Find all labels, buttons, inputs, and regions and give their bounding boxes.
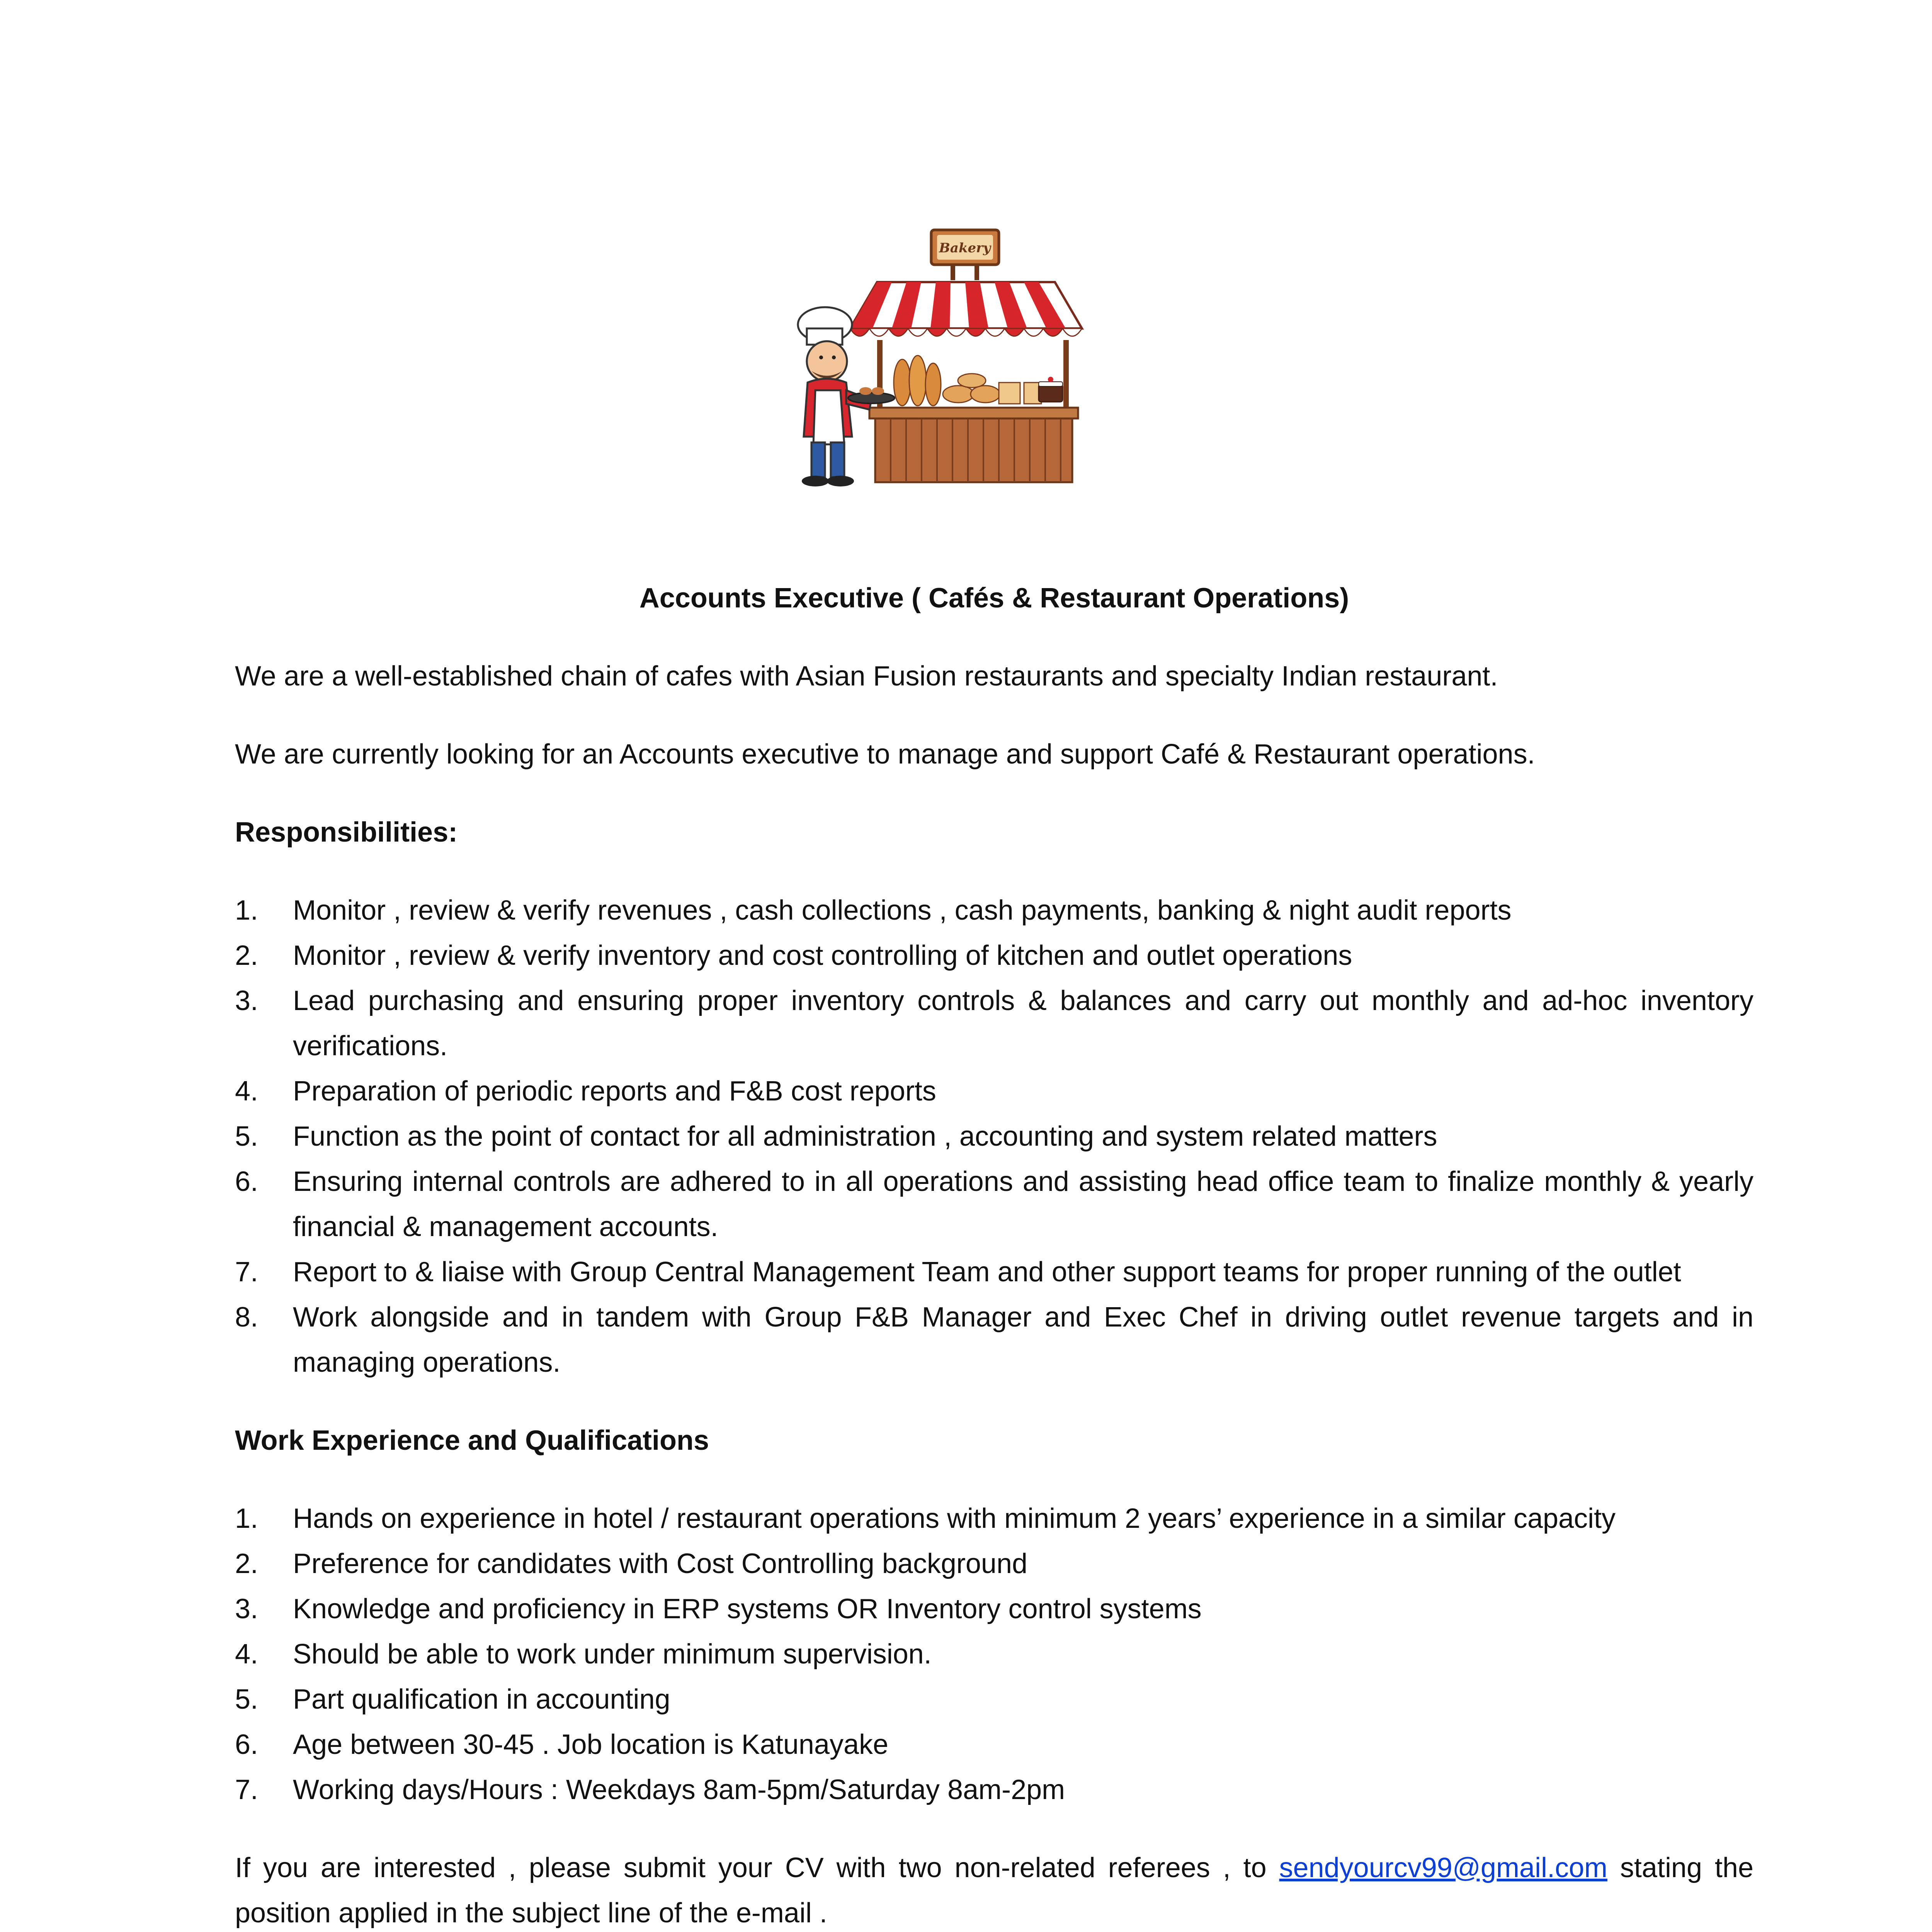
responsibilities-list bbox=[235, 888, 1753, 1385]
list-item-number: 8. bbox=[235, 1302, 259, 1333]
list-item-number: 5. bbox=[235, 1121, 259, 1152]
qualifications-heading: Work Experience and Qualifications bbox=[235, 1425, 709, 1456]
list-item-text: Function as the point of contact for all administration , accounting and system related matters bbox=[293, 1121, 1437, 1152]
list-item-number: 5. bbox=[235, 1684, 259, 1715]
list-item bbox=[235, 933, 1753, 978]
list-item-text: Preference for candidates with Cost Controlling background bbox=[293, 1548, 1028, 1579]
list-item bbox=[235, 1587, 1753, 1632]
list-item-number: 7. bbox=[235, 1774, 259, 1805]
intro-paragraph-2: We are currently looking for an Accounts executive to manage and support Café & Restaurant operations. bbox=[235, 739, 1535, 770]
list-item bbox=[235, 1069, 1753, 1114]
bakery-sign-text: Bakery bbox=[939, 240, 991, 256]
list-item-text: Report to & liaise with Group Central Management Team and other support teams for proper running of the outlet bbox=[293, 1257, 1681, 1287]
list-item-number: 3. bbox=[235, 1594, 259, 1624]
list-item-text: Age between 30-45 . Job location is Katunayake bbox=[293, 1729, 889, 1760]
list-item-number: 1. bbox=[235, 895, 259, 926]
list-item bbox=[235, 1632, 1753, 1677]
page-title: Accounts Executive ( Cafés & Restaurant Operations) bbox=[639, 583, 1349, 614]
list-item bbox=[235, 1722, 1753, 1767]
list-item bbox=[235, 1250, 1753, 1295]
list-item-number: 6. bbox=[235, 1729, 259, 1760]
list-item-number: 7. bbox=[235, 1257, 259, 1287]
list-item-text: Knowledge and proficiency in ERP systems OR Inventory control systems bbox=[293, 1594, 1202, 1624]
list-item-text: Ensuring internal controls are adhered to in all operations and assisting head office team to finalize monthly & yearly financial & management accounts. bbox=[293, 1166, 1753, 1242]
list-item-number: 2. bbox=[235, 1548, 259, 1579]
job-posting-content bbox=[235, 576, 1753, 1932]
list-item bbox=[235, 1159, 1753, 1250]
list-item bbox=[235, 1767, 1753, 1813]
application-instructions bbox=[235, 1845, 1753, 1932]
list-item bbox=[235, 1677, 1753, 1722]
intro-paragraph-1: We are a well-established chain of cafes with Asian Fusion restaurants and specialty Indian restaurant. bbox=[235, 661, 1498, 692]
responsibilities-heading: Responsibilities: bbox=[235, 817, 458, 848]
list-item-number: 3. bbox=[235, 985, 259, 1016]
list-item bbox=[235, 1541, 1753, 1587]
email-link[interactable]: sendyourcv99@gmail.com bbox=[1279, 1852, 1607, 1883]
list-item bbox=[235, 1114, 1753, 1159]
bakery-stall-with-chef-icon bbox=[788, 228, 1094, 491]
list-item-number: 2. bbox=[235, 940, 259, 971]
list-item-text: Preparation of periodic reports and F&B cost reports bbox=[293, 1076, 936, 1107]
list-item-number: 4. bbox=[235, 1639, 259, 1670]
list-item-text: Monitor , review & verify inventory and cost controlling of kitchen and outlet operations bbox=[293, 940, 1352, 971]
list-item-number: 4. bbox=[235, 1076, 259, 1107]
closing-text-after: stating the position applied in the subject line of the e-mail . bbox=[235, 1852, 1754, 1929]
list-item-text: Part qualification in accounting bbox=[293, 1684, 670, 1715]
list-item bbox=[235, 978, 1753, 1069]
list-item-text: Hands on experience in hotel / restaurant operations with minimum 2 years’ experience in a similar capacity bbox=[293, 1503, 1616, 1534]
list-item-number: 1. bbox=[235, 1503, 259, 1534]
qualifications-list bbox=[235, 1496, 1753, 1813]
bakery-logo bbox=[788, 228, 1094, 491]
closing-text-before: If you are interested , please submit your CV with two non-related referees , to bbox=[235, 1852, 1279, 1883]
list-item-text: Work alongside and in tandem with Group F&B Manager and Exec Chef in driving outlet revenue targets and in managing operations. bbox=[293, 1302, 1753, 1378]
list-item bbox=[235, 888, 1753, 933]
list-item bbox=[235, 1496, 1753, 1541]
list-item-number: 6. bbox=[235, 1166, 259, 1197]
list-item bbox=[235, 1295, 1753, 1385]
list-item-text: Should be able to work under minimum supervision. bbox=[293, 1639, 932, 1670]
list-item-text: Lead purchasing and ensuring proper inventory controls & balances and carry out monthly and ad-hoc inventory verifications. bbox=[293, 985, 1753, 1061]
list-item-text: Working days/Hours : Weekdays 8am-5pm/Saturday 8am-2pm bbox=[293, 1774, 1065, 1805]
list-item-text: Monitor , review & verify revenues , cash collections , cash payments, banking & night audit reports bbox=[293, 895, 1512, 926]
